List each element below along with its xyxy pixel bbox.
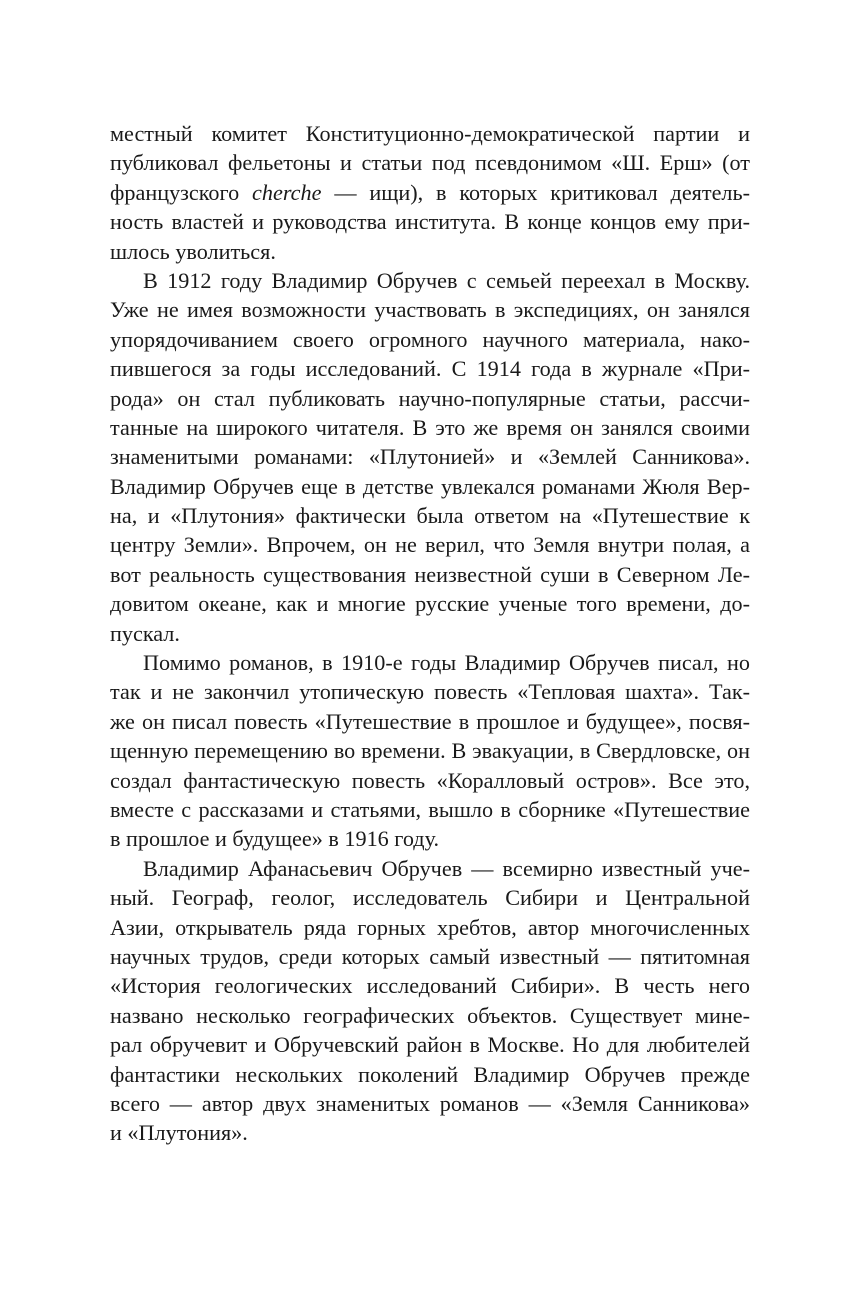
- paragraph: [110, 119, 750, 266]
- text-line: центру Земли». Впрочем, он не верил, что Земля внутри полая, а: [110, 532, 750, 558]
- text-line: пившегося за годы исследований. С 1914 года в журнале «При-: [110, 356, 750, 382]
- text-line: рал обручевит и Обручевский район в Москве. Но для любителей: [110, 1032, 750, 1058]
- text-line: довитом океане, как и многие русские ученые того времени, до-: [110, 591, 750, 617]
- text-line: и «Плутония».: [110, 1120, 248, 1146]
- page-text: [110, 119, 750, 1148]
- text-line: ный. Географ, геолог, исследователь Сибири и Центральной: [110, 885, 750, 911]
- text-line: шлось уволиться.: [110, 238, 276, 264]
- text-line: ность властей и руководства института. В конце концов ему при-: [110, 209, 750, 235]
- text-line: Владимир Афанасьевич Обручев — всемирно известный уче-: [143, 855, 750, 881]
- text-line: названо несколько географических объектов. Существует мине-: [110, 1002, 750, 1028]
- text-line: Уже не имея возможности участвовать в экспедициях, он занялся: [110, 297, 750, 323]
- text-line: рода» он стал публиковать научно-популярные статьи, рассчи-: [110, 385, 750, 411]
- text-line: же он писал повесть «Путешествие в прошлое и будущее», посвя-: [110, 708, 750, 734]
- text-line: танные на широкого читателя. В это же время он занялся своими: [110, 414, 750, 440]
- text-line: вместе с рассказами и статьями, вышло в сборнике «Путешествие: [110, 796, 750, 822]
- text-line: пускал.: [110, 620, 180, 646]
- paragraph: [110, 266, 750, 648]
- text-segment: французского: [110, 179, 253, 205]
- text-segment: — ищи), в которых критиковал деятель-: [321, 179, 750, 205]
- text-line: местный комитет Конституционно-демократической партии и: [110, 121, 750, 146]
- text-line: в прошлое и будущее» в 1916 году.: [110, 826, 440, 852]
- text-line: научных трудов, среди которых самый известный — пятитомная: [110, 943, 750, 969]
- text-line: так и не закончил утопическую повесть «Тепловая шахта». Так-: [110, 679, 750, 705]
- text-line: Азии, открыватель ряда горных хребтов, автор многочисленных: [110, 914, 750, 940]
- text-line: создал фантастическую повесть «Коралловый остров». Все это,: [110, 767, 750, 793]
- paragraph: [110, 854, 750, 1148]
- paragraph: [110, 648, 750, 854]
- text-line: на, и «Плутония» фактически была ответом на «Путешествие к: [110, 503, 750, 529]
- text-line: всего — автор двух знаменитых романов — «Земля Санникова»: [110, 1090, 750, 1116]
- text-line: знаменитыми романами: «Плутонией» и «Землей Санникова».: [110, 444, 750, 470]
- italic-word: cherche: [252, 179, 322, 205]
- text-line: «История геологических исследований Сибири». В честь него: [110, 973, 750, 999]
- text-line: упорядочиванием своего огромного научного материала, нако-: [110, 326, 750, 352]
- text-line: фантастики нескольких поколений Владимир Обручев прежде: [110, 1061, 750, 1087]
- text-line: В 1912 году Владимир Обручев с семьей переехал в Москву.: [143, 267, 750, 293]
- text-line: Владимир Обручев еще в детстве увлекался романами Жюля Вер-: [110, 473, 750, 499]
- text-line: [110, 178, 750, 207]
- text-line: вот реальность существования неизвестной суши в Северном Ле-: [110, 561, 750, 587]
- text-line: щенную перемещению во времени. В эвакуации, в Свердловске, он: [110, 738, 750, 764]
- text-line: публиковал фельетоны и статьи под псевдонимом «Ш. Ерш» (от: [110, 150, 750, 176]
- text-line: Помимо романов, в 1910-е годы Владимир Обручев писал, но: [143, 650, 750, 676]
